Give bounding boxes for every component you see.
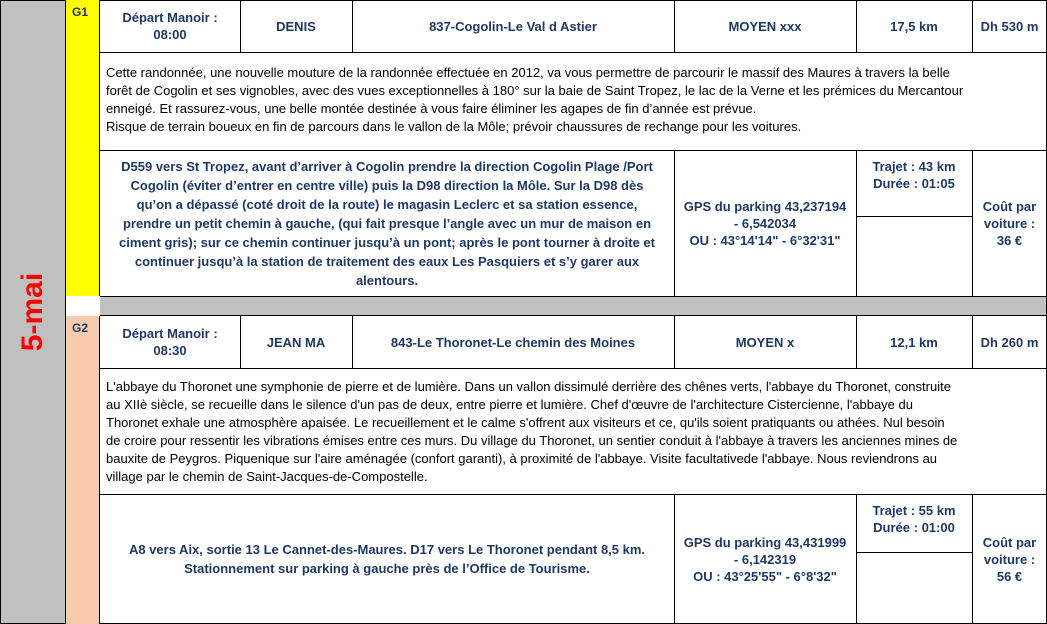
g2-trip-bottom-rule [856,552,972,553]
g2-departure: Départ Manoir : 08:30 [122,326,218,358]
g2-description: L'abbaye du Thoronet une symphonie de pierre et de lumière. Dans un vallon dissimulé derrière des chênes verts, l'abbaye du Thoronet, construite au XIIè siècle, se recueille dans le silence d'un pas de deux, entre pierre et lumière. Chef d'œuvre de l'architecture Cistercienne, l'abbaye du Thoronet exhale une atmosphère apaisée. Le recueillement et le calme s'offrent aux visiteurs et ce, qu'ils soient pratiquants ou athées. Nul besoin de croire pour ressentir les vibrations émises entre ces murs. Du village du Thoronet, un sentier conduit à l'abbaye à travers les anciennes mines de bauxite de Peygros. Piquenique sur l'aire aménagée (confort garanti), à proximité de l'abbaye. Visite facultativede l'abbaye. Nous reviendrons au village par le chemin de Saint-Jacques-de-Compostelle. [106,379,958,484]
g2-label: G2 [72,321,89,335]
g1-route-directions: D559 vers St Tropez, avant d’arriver à Cogolin prendre la direction Cogolin Plage /Port Cogolin (éviter d’entrer en centre ville) puis la D98 direction la Môle. Sur la D98 dès qu’on a dépassé (coté droit de la route) le magasin Leclerc et sa station essence, prendre un petit chemin à gauche, (qui fait presque l’angle avec un mur de maison en ciment gris); sur ce chemin continuer jusqu’à un pont; après le pont tourner à droite et continuer jusqu’à la station de traitement des eaux Les Pasquiers et s’y garer aux alentours. [119,158,655,288]
g1-gps: GPS du parking 43,237194 - 6,542034 OU : 43°14'14" - 6°32'31" [683,198,847,248]
g1-description: Cette randonnée, une nouvelle mouture de la randonnée effectuée en 2012, va vous permettre de parcourir le massif des Maures à travers la belle forêt de Cogolin et ses vignobles, avec des vues exceptionnelles à 180° sur la baie de Saint Tropez, le lac de la Verne et les prémices du Mercantour enneigé. Et rassurez-vous, une belle montée destinée à vous faire éliminer les agapes de fin d’année est prévue. Risque de terrain boueux en fin de parcours dans le vallon de la Môle; prévoir chaussures de rechange pour les voitures. [106,65,964,134]
g2-duration: Durée : 01:00 [873,520,955,535]
g1-trip: Trajet : 43 km [872,159,956,174]
g2-level: MOYEN x [735,334,795,350]
g2-route-directions: A8 vers Aix, sortie 13 Le Cannet-des-Maures. D17 vers Le Thoronet pendant 8,5 km. Stationnement sur parking à gauche près de l’Office de Tourisme. [128,542,646,576]
g2-trip-duration [856,502,972,550]
g2-gps: GPS du parking 43,431999 - 6,142319 OU : 43°25'55" - 6°8'32" [683,534,847,584]
g2-color-band [66,316,100,624]
g1-departure: Départ Manoir : 08:00 [122,10,218,42]
g1-color-band [66,0,100,296]
g1-header-bottom-rule [100,52,1047,53]
g1-trip-bottom-rule [856,216,972,217]
g2-elevation: Dh 260 m [980,334,1039,350]
g1-trip-duration [856,158,972,210]
g1-label: G1 [72,5,89,19]
date-label: 5-mai [16,272,49,352]
g1-elevation: Dh 530 m [980,18,1039,34]
g2-leader: JEAN MA [266,334,326,350]
g2-distance: 12,1 km [890,334,938,350]
g1-hike-name: 837-Cogolin-Le Val d Astier [429,18,597,34]
g2-header-bottom-rule [100,368,1047,369]
g2-trip: Trajet : 55 km [872,503,956,518]
g1-cost: Coût par voiture : 36 € [982,198,1037,248]
g1-duration: Durée : 01:05 [873,176,955,191]
g1-leader: DENIS [276,18,316,34]
g1-level: MOYEN xxx [728,18,802,34]
g1-distance: 17,5 km [890,18,938,34]
g2-hike-name: 843-Le Thoronet-Le chemin des Moines [390,334,636,350]
g2-cost: Coût par voiture : 56 € [982,534,1037,584]
